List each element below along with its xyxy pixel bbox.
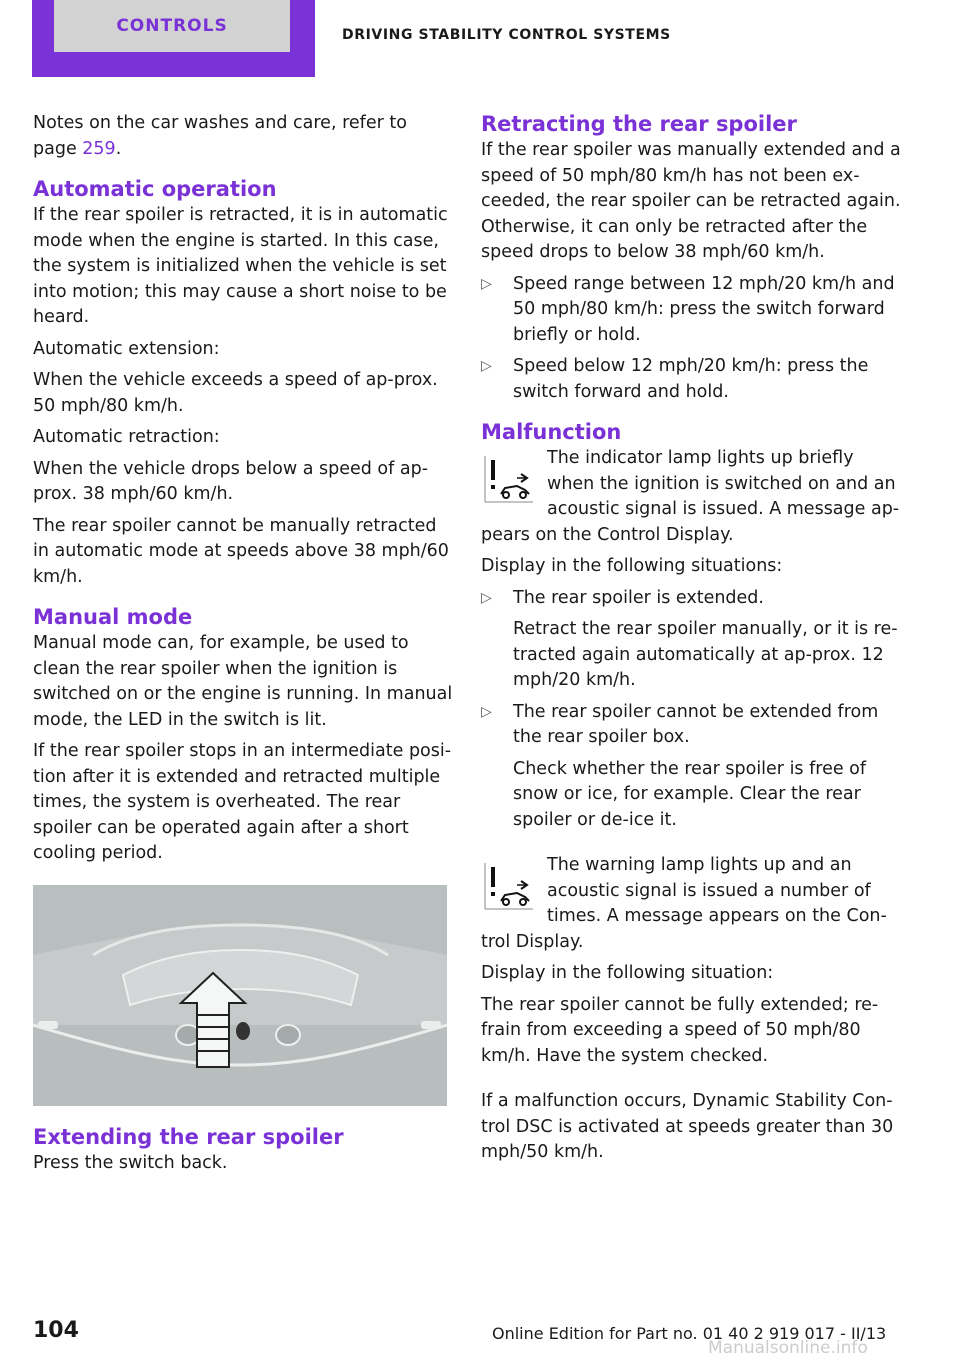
right-column xyxy=(481,111,901,1172)
heading-malfunction: Malfunction xyxy=(481,420,622,444)
heading-retracting-spoiler: Retracting the rear spoiler xyxy=(481,112,797,136)
auto-retraction-text: When the vehicle drops below a speed of ap‐prox. 38 mph/60 km/h. xyxy=(33,458,429,504)
list-item: ▷ Speed range between 12 mph/20 km/h and 50 mph/80 km/h: press the switch forward briefly or hold. xyxy=(481,273,895,345)
manual-paragraph-1: Manual mode can, for example, be used to clean the rear spoiler when the ignition is switched on or the engine is running. In manual mode, the LED in the switch is lit. xyxy=(33,633,453,730)
page-link-259[interactable]: 259 xyxy=(82,138,116,159)
spoiler-warning-lamp-icon xyxy=(481,859,535,913)
warning-lamp-block xyxy=(481,853,901,955)
left-column xyxy=(33,111,453,1182)
extend-instruction: Press the switch back. xyxy=(33,1152,228,1173)
dsc-paragraph: If a malfunction occurs, Dynamic Stability Con‐trol DSC is activated at speeds greater than 30 mph/50 km/h. xyxy=(481,1091,894,1162)
heading-automatic-operation: Automatic operation xyxy=(33,177,277,201)
bullet-triangle-icon: ▷ xyxy=(481,589,492,606)
list-item: ▷ The rear spoiler cannot be extended from the rear spoiler box. Check whether the rear spoiler is free of snow or ice, for example. Clear the rear spoiler or de-ice it. xyxy=(481,701,879,830)
malfunction-paragraph: The indicator lamp lights up briefly when the ignition is switched on and an acoustic signal is issued. A message ap‐pears on the Control Display. xyxy=(481,448,900,545)
edition-note: Online Edition for Part no. 01 40 2 919 017 - II/13 xyxy=(492,1324,887,1343)
warning-action-paragraph: The rear spoiler cannot be fully extended; re‐frain from exceeding a speed of 50 mph/80 km/h. Have the system checked. xyxy=(481,994,879,1066)
display-situation-label: Display in the following situation: xyxy=(481,963,774,983)
heading-extending-spoiler: Extending the rear spoiler xyxy=(33,1124,344,1149)
auto-extension-text: When the vehicle exceeds a speed of ap‐prox. 50 mph/80 km/h. xyxy=(33,370,438,416)
intro-paragraph xyxy=(33,111,453,162)
header-tab-bar xyxy=(32,0,315,77)
retract-paragraph: If the rear spoiler was manually extended and a speed of 50 mph/80 km/h has not been ex‐ceeded, the rear spoiler can be retracted again. Otherwise, it can only be retracted after the speed drops to below 38 mph/60 km/h. xyxy=(481,140,901,262)
page-number: 104 xyxy=(33,1318,79,1343)
auto-manual-restriction: The rear spoiler cannot be manually retracted in automatic mode at speeds above 38 mph/60 km/h. xyxy=(33,515,449,587)
display-situations-label: Display in the following situations: xyxy=(481,556,783,576)
manual-paragraph-2: If the rear spoiler stops in an intermediate posi‐tion after it is extended and retracted multiple times, the system is overheated. The rear spoiler can be operated again after a short cooling period. xyxy=(33,741,452,863)
warning-paragraph: The warning lamp lights up and an acoustic signal is issued a number of times. A message appears on the Con‐trol Display. xyxy=(481,855,887,952)
rear-spoiler-switch-photo xyxy=(33,885,447,1106)
auto-paragraph: If the rear spoiler is retracted, it is in automatic mode when the engine is started. In this case, the system is initialized when the vehicle is set into motion; this may cause a short noise to be heard. xyxy=(33,205,448,327)
bullet-triangle-icon: ▷ xyxy=(481,275,492,292)
switch-illustration xyxy=(33,885,447,1106)
heading-manual-mode: Manual mode xyxy=(33,605,193,629)
watermark: Manualsonline.info xyxy=(708,1338,868,1358)
intro-end: . xyxy=(115,138,122,159)
indicator-lamp-block xyxy=(481,446,901,548)
page-section-title: DRIVING STABILITY CONTROL SYSTEMS xyxy=(342,27,671,43)
auto-retraction-label: Automatic retraction: xyxy=(33,427,220,447)
list-item: ▷ The rear spoiler is extended. Retract the rear spoiler manually, or it is re‐tracted again automatically at ap‐prox. 12 mph/20 km/h. xyxy=(481,587,898,690)
section-tab-controls: CONTROLS xyxy=(54,0,290,52)
bullet-triangle-icon: ▷ xyxy=(481,358,492,374)
spoiler-indicator-lamp-icon xyxy=(481,452,535,506)
bullet-triangle-icon: ▷ xyxy=(481,703,492,720)
intro-text: Notes on the car washes and care, refer to page xyxy=(33,113,407,159)
auto-extension-label: Automatic extension: xyxy=(33,338,220,359)
list-item: ▷ Speed below 12 mph/20 km/h: press the switch forward and hold. xyxy=(481,356,869,402)
